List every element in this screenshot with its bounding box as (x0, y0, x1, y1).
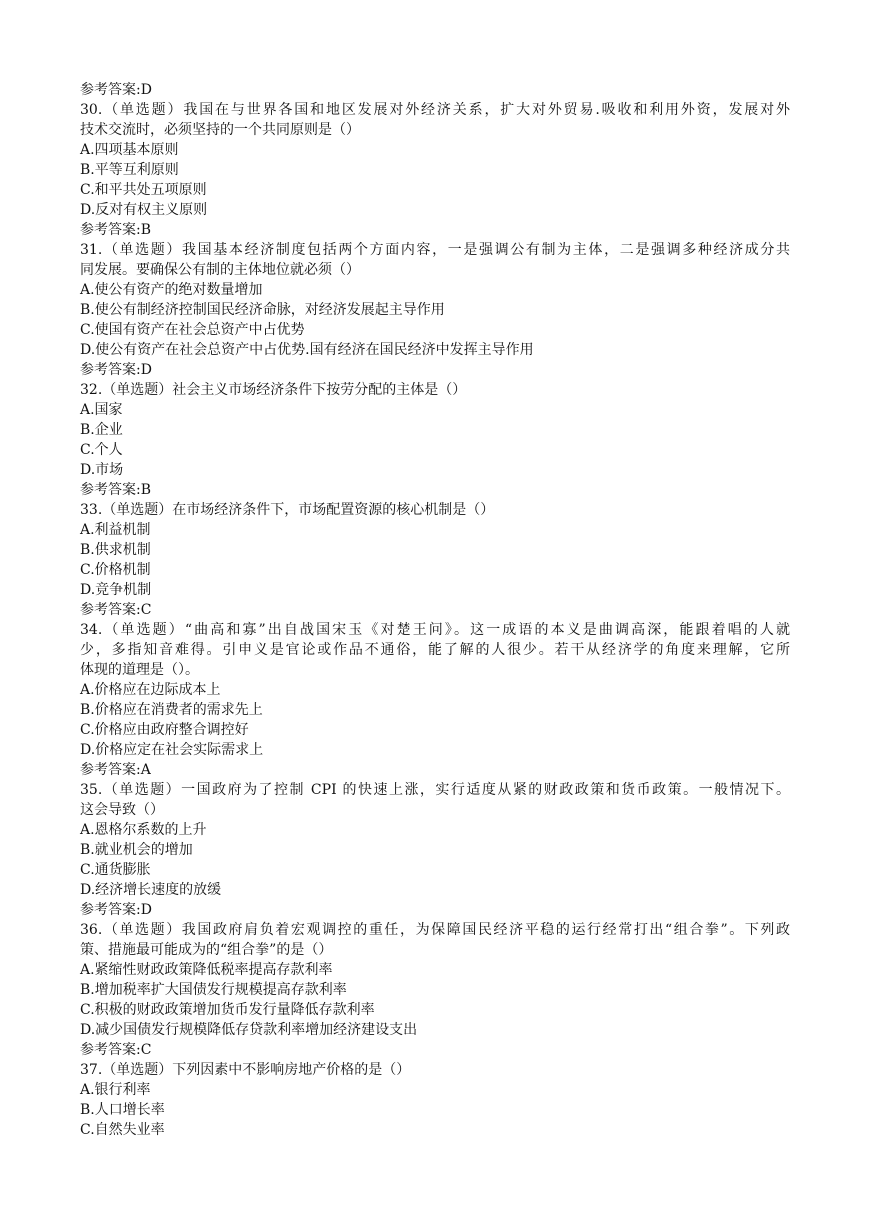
answer-line: 参考答案:D (80, 82, 152, 98)
option-text: D.反对有权主义原则 (80, 202, 208, 218)
question-block (80, 780, 790, 920)
option-text: C.使国有资产在社会总资产中占优势 (80, 322, 305, 338)
question-text: 策、措施最可能成为的“组合拳”的是（） (80, 942, 333, 958)
document-page (80, 80, 790, 1140)
question-text: 37.（单选题）下列因素中不影响房地产价格的是（） (80, 1062, 411, 1078)
option-text: C.个人 (80, 442, 123, 458)
option-text: A.紧缩性财政政策降低税率提高存款利率 (80, 962, 333, 978)
option-text: B.企业 (80, 422, 123, 438)
question-block (80, 240, 790, 380)
question-text: 技术交流时，必须坚持的一个共同原则是（） (80, 122, 360, 138)
option-text: D.价格应定在社会实际需求上 (80, 742, 264, 758)
option-text: B.使公有制经济控制国民经济命脉，对经济发展起主导作用 (80, 302, 445, 318)
question-text: 体现的道理是（）。 (80, 662, 199, 678)
option-text: C.积极的财政政策增加货币发行量降低存款利率 (80, 1002, 375, 1018)
answer-line: 参考答案:A (80, 762, 151, 778)
question-block (80, 500, 790, 620)
option-text: C.价格机制 (80, 562, 151, 578)
question-text: 34.（单选题）“曲高和寡”出自战国宋玉《对楚王问》。这一成语的本义是曲调高深，能跟着唱的人就 (80, 622, 790, 638)
option-text: B.价格应在消费者的需求先上 (80, 702, 263, 718)
option-text: C.价格应由政府整合调控好 (80, 722, 249, 738)
option-text: B.平等互利原则 (80, 162, 179, 178)
option-text: D.市场 (80, 462, 124, 478)
answer-line: 参考答案:D (80, 902, 152, 918)
question-text: 这会导致（） (80, 802, 164, 818)
answer-line: 参考答案:B (80, 222, 152, 238)
option-text: B.就业机会的增加 (80, 842, 193, 858)
question-text: 少，多指知音难得。引申义是官论或作品不通俗，能了解的人很少。若干从经济学的角度来理解，它所 (80, 642, 790, 658)
option-text: A.利益机制 (80, 522, 151, 538)
option-text: D.经济增长速度的放缓 (80, 882, 222, 898)
option-text: A.恩格尔系数的上升 (80, 822, 207, 838)
question-block (80, 620, 790, 780)
question-text: 36.（单选题）我国政府肩负着宏观调控的重任，为保障国民经济平稳的运行经常打出“组合拳”。下列政 (80, 922, 790, 938)
option-text: D.竞争机制 (80, 582, 152, 598)
answer-line: 参考答案:C (80, 602, 152, 618)
option-text: D.减少国债发行规模降低存贷款利率增加经济建设支出 (80, 1022, 418, 1038)
option-text: A.银行利率 (80, 1082, 151, 1098)
option-text: B.供求机制 (80, 542, 151, 558)
option-text: A.使公有资产的绝对数量增加 (80, 282, 263, 298)
option-text: A.四项基本原则 (80, 142, 179, 158)
question-block (80, 1060, 790, 1140)
option-text: C.通货膨胀 (80, 862, 151, 878)
option-text: A.国家 (80, 402, 123, 418)
question-text: 32.（单选题）社会主义市场经济条件下按劳分配的主体是（） (80, 382, 467, 398)
option-text: A.价格应在边际成本上 (80, 682, 221, 698)
question-block (80, 920, 790, 1060)
answer-line: 参考答案:C (80, 1042, 152, 1058)
answer-line: 参考答案:D (80, 362, 152, 378)
question-text: 同发展。要确保公有制的主体地位就必须（） (80, 262, 360, 278)
question-block (80, 100, 790, 240)
option-text: B.人口增长率 (80, 1102, 165, 1118)
question-text: 30.（单选题）我国在与世界各国和地区发展对外经济关系，扩大对外贸易.吸收和利用外资，发展对外 (80, 102, 790, 118)
question-block (80, 380, 790, 500)
question-text: 33.（单选题）在市场经济条件下，市场配置资源的核心机制是（） (80, 502, 495, 518)
question-text: 31.（单选题）我国基本经济制度包括两个方面内容，一是强调公有制为主体，二是强调多种经济成分共 (80, 242, 790, 258)
option-text: B.增加税率扩大国债发行规模提高存款利率 (80, 982, 347, 998)
option-text: D.使公有资产在社会总资产中占优势.国有经济在国民经济中发挥主导作用 (80, 342, 534, 358)
answer-line: 参考答案:B (80, 482, 152, 498)
option-text: C.自然失业率 (80, 1122, 165, 1138)
question-text: 35.（单选题）一国政府为了控制 CPI 的快速上涨，实行适度从紧的财政政策和货币政策。一般情况下。 (80, 782, 790, 798)
option-text: C.和平共处五项原则 (80, 182, 207, 198)
